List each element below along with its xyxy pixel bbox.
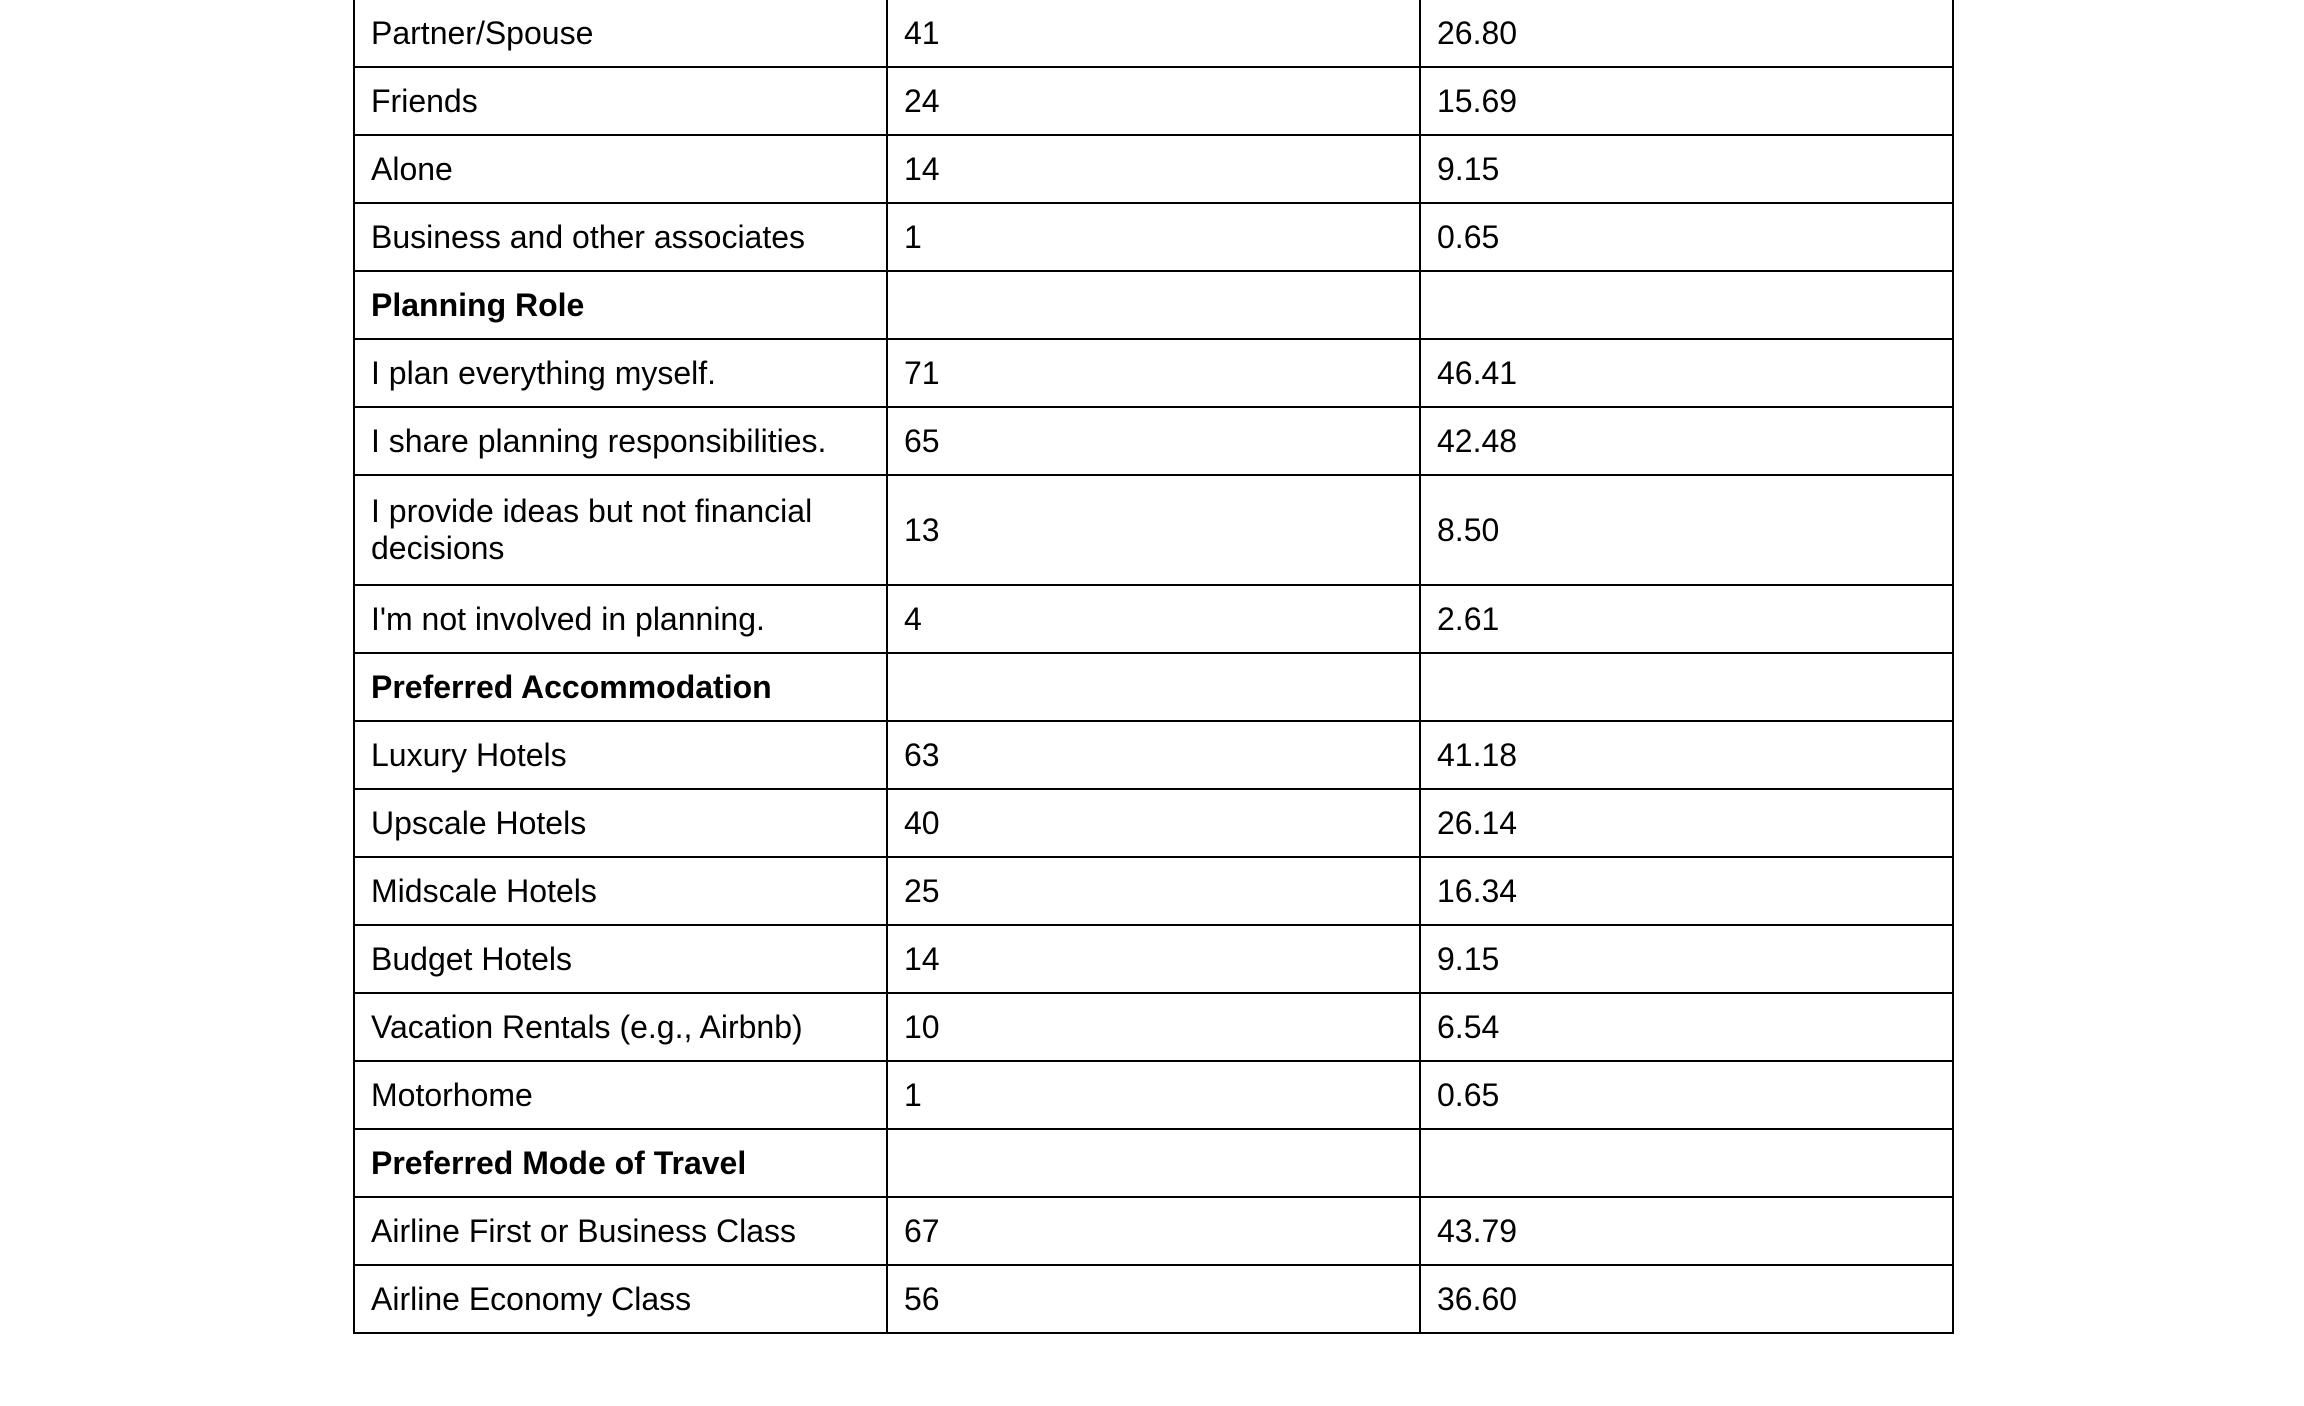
row-count: 10 <box>887 993 1420 1061</box>
row-percent: 0.65 <box>1420 1061 1953 1129</box>
table-row <box>354 0 1953 67</box>
section-header-row <box>354 271 1953 339</box>
row-count: 56 <box>887 1265 1420 1333</box>
row-count <box>887 653 1420 721</box>
row-count: 14 <box>887 925 1420 993</box>
survey-table-container <box>353 0 1952 1334</box>
row-percent: 8.50 <box>1420 475 1953 585</box>
row-count <box>887 271 1420 339</box>
table-row <box>354 407 1953 475</box>
row-label: Vacation Rentals (e.g., Airbnb) <box>354 993 887 1061</box>
row-percent <box>1420 653 1953 721</box>
row-percent: 43.79 <box>1420 1197 1953 1265</box>
row-count: 40 <box>887 789 1420 857</box>
row-percent: 26.80 <box>1420 0 1953 67</box>
row-percent: 9.15 <box>1420 135 1953 203</box>
row-label: I plan everything myself. <box>354 339 887 407</box>
row-count: 4 <box>887 585 1420 653</box>
row-count: 13 <box>887 475 1420 585</box>
row-count: 24 <box>887 67 1420 135</box>
row-label: I share planning responsibilities. <box>354 407 887 475</box>
row-label: Airline First or Business Class <box>354 1197 887 1265</box>
row-count <box>887 1129 1420 1197</box>
table-row <box>354 203 1953 271</box>
row-percent: 6.54 <box>1420 993 1953 1061</box>
section-heading: Preferred Mode of Travel <box>354 1129 887 1197</box>
table-row <box>354 339 1953 407</box>
table-row <box>354 857 1953 925</box>
row-label: Airline Economy Class <box>354 1265 887 1333</box>
section-heading: Preferred Accommodation <box>354 653 887 721</box>
table-row <box>354 993 1953 1061</box>
row-percent: 26.14 <box>1420 789 1953 857</box>
row-count: 25 <box>887 857 1420 925</box>
row-label: Luxury Hotels <box>354 721 887 789</box>
table-row <box>354 789 1953 857</box>
table-row <box>354 1061 1953 1129</box>
table-row <box>354 1197 1953 1265</box>
row-label: Motorhome <box>354 1061 887 1129</box>
row-percent: 0.65 <box>1420 203 1953 271</box>
section-header-row <box>354 653 1953 721</box>
table-row <box>354 67 1953 135</box>
table-row <box>354 925 1953 993</box>
row-count: 1 <box>887 203 1420 271</box>
row-label: Midscale Hotels <box>354 857 887 925</box>
row-label: I provide ideas but not financial decisions <box>354 475 887 585</box>
row-label: Partner/Spouse <box>354 0 887 67</box>
row-percent: 36.60 <box>1420 1265 1953 1333</box>
table-row <box>354 585 1953 653</box>
row-count: 71 <box>887 339 1420 407</box>
row-label: Friends <box>354 67 887 135</box>
row-count: 14 <box>887 135 1420 203</box>
section-heading: Planning Role <box>354 271 887 339</box>
row-label: Budget Hotels <box>354 925 887 993</box>
row-percent: 41.18 <box>1420 721 1953 789</box>
row-percent: 46.41 <box>1420 339 1953 407</box>
table-row <box>354 1265 1953 1333</box>
row-count: 63 <box>887 721 1420 789</box>
row-percent: 16.34 <box>1420 857 1953 925</box>
row-label: Alone <box>354 135 887 203</box>
row-percent: 2.61 <box>1420 585 1953 653</box>
row-label: Upscale Hotels <box>354 789 887 857</box>
row-label: Business and other associates <box>354 203 887 271</box>
row-count: 67 <box>887 1197 1420 1265</box>
section-header-row <box>354 1129 1953 1197</box>
survey-table <box>353 0 1954 1334</box>
row-percent: 9.15 <box>1420 925 1953 993</box>
row-percent: 15.69 <box>1420 67 1953 135</box>
row-percent <box>1420 271 1953 339</box>
table-row <box>354 721 1953 789</box>
table-row <box>354 135 1953 203</box>
row-count: 41 <box>887 0 1420 67</box>
row-percent <box>1420 1129 1953 1197</box>
row-label: I'm not involved in planning. <box>354 585 887 653</box>
row-count: 1 <box>887 1061 1420 1129</box>
row-count: 65 <box>887 407 1420 475</box>
row-percent: 42.48 <box>1420 407 1953 475</box>
table-row <box>354 475 1953 585</box>
